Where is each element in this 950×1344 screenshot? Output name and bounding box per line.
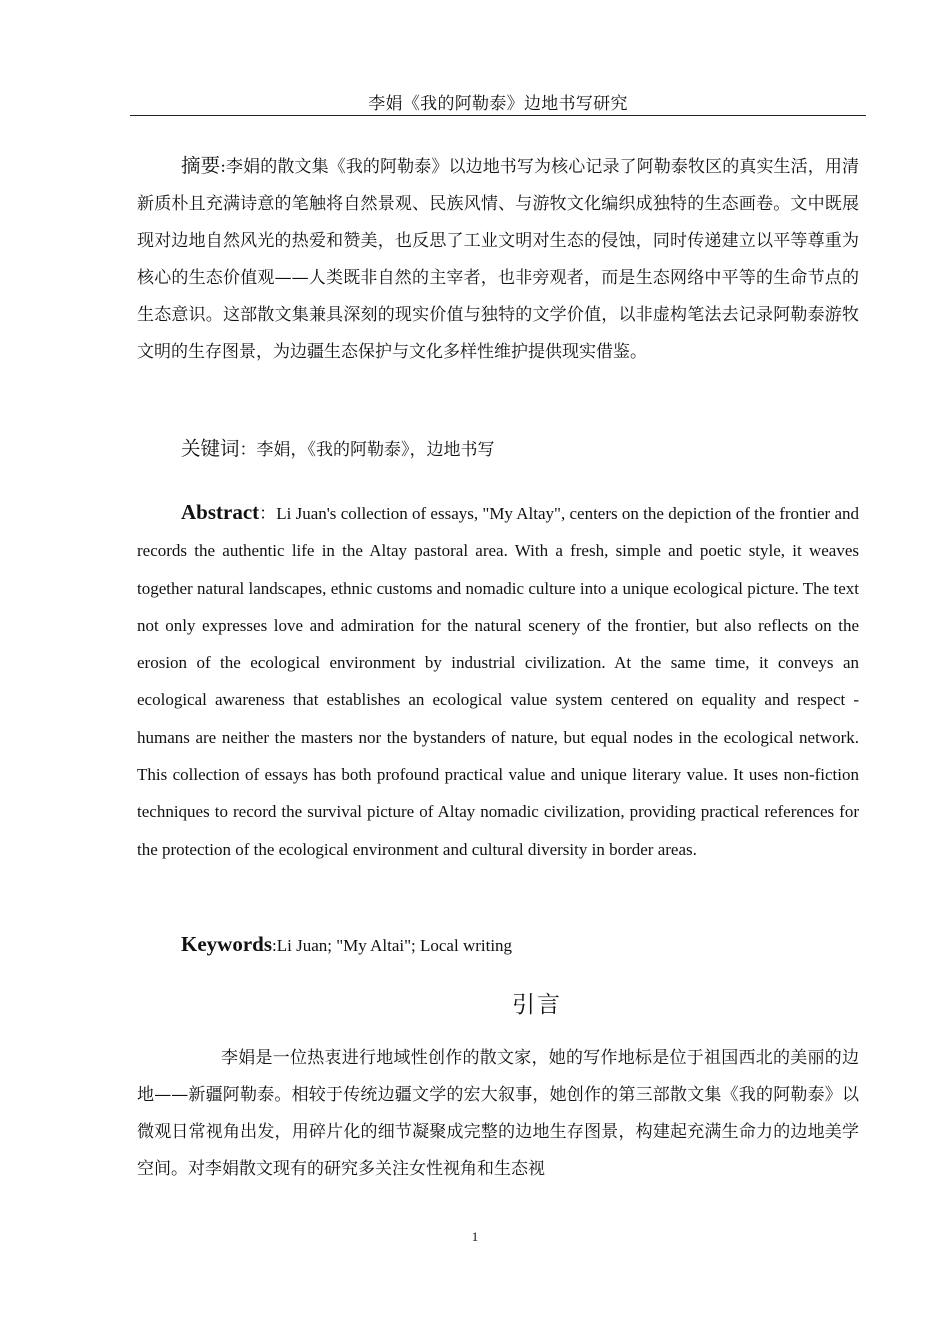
header-rule: [130, 115, 866, 116]
abstract-zh-text: 李娟的散文集《我的阿勒泰》以边地书写为核心记录了阿勒泰牧区的真实生活，用清新质朴且充满诗意的笔触将自然景观、民族风情、与游牧文化编织成独特的生态画卷。文中既展现对边地自然风光的热爱和赞美，也反思了工业文明对生态的侵蚀，同时传递建立以平等尊重为核心的生态价值观——人类既非自然的主宰者，也非旁观者，而是生态网络中平等的生命节点的生态意识。这部散文集兼具深刻的现实价值与独特的文学价值，以非虚构笔法去记录阿勒泰游牧文明的生存图景，为边疆生态保护与文化多样性维护提供现实借鉴。: [137, 157, 859, 362]
abstract-zh-label: 摘要: [181, 154, 221, 177]
abstract-zh: [137, 147, 859, 371]
keywords-en-text: Li Juan; "My Altai"; Local writing: [276, 936, 513, 955]
abstract-en-label: Abstract: [181, 500, 260, 524]
keywords-zh: [137, 430, 859, 469]
introduction-paragraph: 李娟是一位热衷进行地域性创作的散文家，她的写作地标是位于祖国西北的美丽的边地——新疆阿勒泰。相较于传统边疆文学的宏大叙事，她创作的第三部散文集《我的阿勒泰》以微观日常视角出发，用碎片化的细节凝聚成完整的边地生存图景，构建起充满生命力的边地美学空间。对李娟散文现有的研究多关注女性视角和生态视: [137, 1048, 859, 1179]
keywords-zh-text: 李娟，《我的阿勒泰》，边地书写: [256, 440, 495, 460]
running-header: 李娟《我的阿勒泰》边地书写研究: [368, 94, 628, 114]
page-number: 1: [471, 1229, 479, 1244]
abstract-en: [137, 494, 859, 868]
abstract-zh-separator: :: [220, 157, 226, 177]
keywords-en-separator: :: [272, 936, 277, 955]
introduction-title: 引言: [512, 992, 562, 1018]
abstract-en-text: Li Juan's collection of essays, "My Altay", centers on the depiction of the frontier and records the authentic life in the Altay pastoral area. With a fresh, simple and poetic style, it weaves together natural landscapes, ethnic customs and nomadic culture into a unique ecological picture. The text not only expresses love and admiration for the natural scenery of the frontier, but also reflects on the erosion of the ecological environment by industrial civilization. At the same time, it conveys an ecological awareness that establishes an ecological value system centered on equality and respect - humans are neither the masters nor the bystanders of nature, but equal nodes in the ecological network. This collection of essays has both profound practical value and unique literary value. It uses non-fiction techniques to record the survival picture of Altay nomadic civilization, providing practical references for the protection of the ecological environment and cultural diversity in border areas.: [137, 504, 860, 859]
keywords-en-label: Keywords: [181, 932, 272, 956]
keywords-en: [137, 926, 859, 964]
keywords-zh-separator: ：: [239, 440, 257, 460]
keywords-zh-label: 关键词: [181, 437, 240, 460]
abstract-en-separator: ：: [259, 504, 277, 523]
